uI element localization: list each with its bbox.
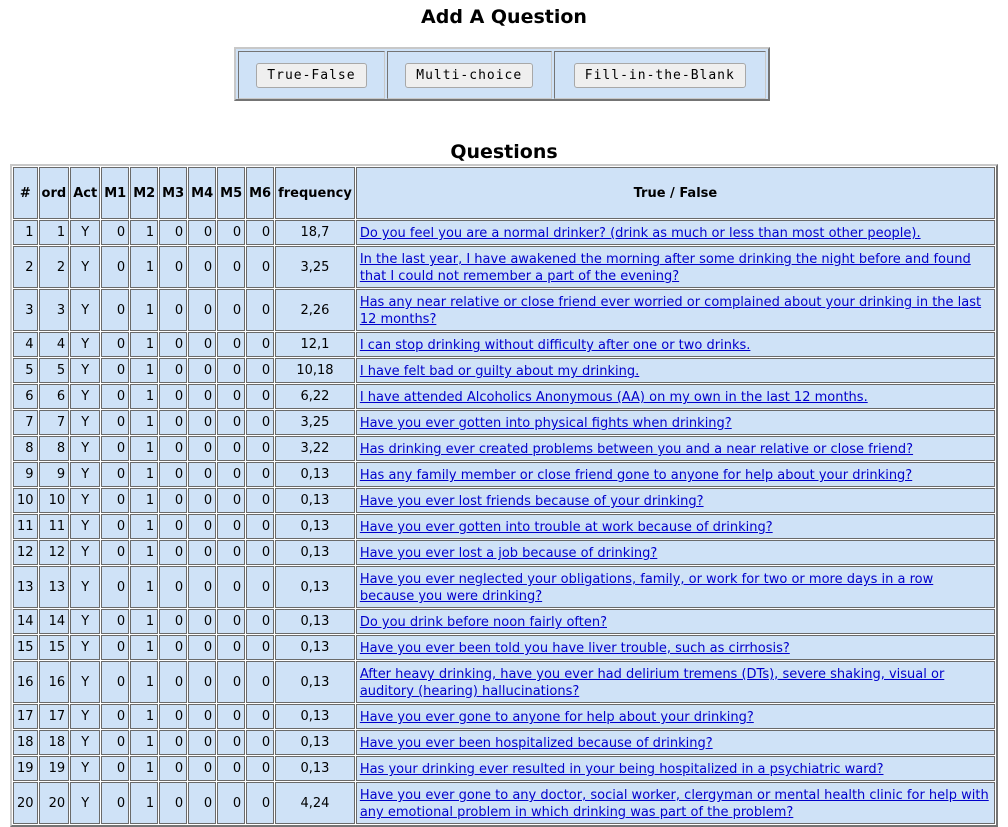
row-m1: 0 [101,488,129,513]
row-order: 3 [39,289,70,331]
row-active: Y [70,462,100,487]
row-m3: 0 [159,436,187,461]
row-m2: 1 [130,384,158,409]
row-m1: 0 [101,332,129,357]
row-m4: 0 [188,332,216,357]
row-frequency: 3,22 [275,436,355,461]
question-type-toolbar [234,47,770,101]
row-frequency: 3,25 [275,410,355,435]
row-m4: 0 [188,246,216,288]
row-m3: 0 [159,566,187,608]
row-m4: 0 [188,488,216,513]
row-m5: 0 [217,246,245,288]
row-active: Y [70,782,100,824]
question-cell [356,635,995,660]
row-number: 6 [13,384,38,409]
row-m5: 0 [217,514,245,539]
row-m3: 0 [159,488,187,513]
row-active: Y [70,289,100,331]
row-m1: 0 [101,782,129,824]
row-order: 9 [39,462,70,487]
row-m6: 0 [246,566,274,608]
question-cell [356,358,995,383]
table-row [13,635,995,660]
question-link[interactable]: In the last year, I have awakened the morning after some drinking the night before and found that I could not remember a part of the evening? [359,252,971,284]
question-link[interactable]: Have you ever lost a job because of drinking? [359,546,658,561]
row-active: Y [70,220,100,245]
question-link[interactable]: Have you ever gotten into trouble at work because of drinking? [359,520,773,535]
question-cell [356,782,995,824]
row-number: 14 [13,609,38,634]
row-number: 9 [13,462,38,487]
question-cell [356,384,995,409]
row-m5: 0 [217,462,245,487]
row-active: Y [70,756,100,781]
question-link[interactable]: I can stop drinking without difficulty after one or two drinks. [359,338,751,353]
fill-in-the-blank-button[interactable]: Fill-in-the-Blank [574,63,746,88]
row-order: 7 [39,410,70,435]
row-m3: 0 [159,220,187,245]
row-m5: 0 [217,635,245,660]
row-m6: 0 [246,246,274,288]
column-header: M3 [159,167,187,219]
row-m3: 0 [159,635,187,660]
row-m1: 0 [101,220,129,245]
question-cell [356,514,995,539]
row-m5: 0 [217,661,245,703]
row-m6: 0 [246,730,274,755]
row-m4: 0 [188,289,216,331]
row-m6: 0 [246,488,274,513]
row-m3: 0 [159,462,187,487]
column-header: frequency [275,167,355,219]
row-active: Y [70,410,100,435]
row-m4: 0 [188,661,216,703]
row-number: 3 [13,289,38,331]
question-link[interactable]: I have felt bad or guilty about my drinking. [359,364,640,379]
row-m6: 0 [246,661,274,703]
row-m2: 1 [130,635,158,660]
row-m1: 0 [101,462,129,487]
row-m6: 0 [246,609,274,634]
row-m2: 1 [130,436,158,461]
row-m4: 0 [188,566,216,608]
question-link[interactable]: Has your drinking ever resulted in your being hospitalized in a psychiatric ward? [359,762,884,777]
row-m4: 0 [188,540,216,565]
row-m4: 0 [188,384,216,409]
question-link[interactable]: Do you feel you are a normal drinker? (drink as much or less than most other people). [359,226,921,241]
row-number: 4 [13,332,38,357]
row-number: 13 [13,566,38,608]
row-number: 5 [13,358,38,383]
row-active: Y [70,661,100,703]
row-number: 17 [13,704,38,729]
question-cell [356,730,995,755]
row-m3: 0 [159,609,187,634]
row-m5: 0 [217,332,245,357]
table-row [13,220,995,245]
row-m3: 0 [159,332,187,357]
row-m6: 0 [246,540,274,565]
row-frequency: 18,7 [275,220,355,245]
row-order: 13 [39,566,70,608]
row-active: Y [70,609,100,634]
row-m6: 0 [246,384,274,409]
table-row [13,782,995,824]
multi-choice-button[interactable]: Multi-choice [405,63,533,88]
table-row [13,246,995,288]
table-row [13,289,995,331]
row-m3: 0 [159,782,187,824]
column-header: M5 [217,167,245,219]
row-m1: 0 [101,410,129,435]
question-link[interactable]: Do you drink before noon fairly often? [359,615,607,630]
question-cell [356,756,995,781]
row-m5: 0 [217,566,245,608]
table-row [13,384,995,409]
row-m2: 1 [130,410,158,435]
row-frequency: 2,26 [275,289,355,331]
question-cell [356,704,995,729]
row-m2: 1 [130,220,158,245]
column-header: M2 [130,167,158,219]
question-cell [356,436,995,461]
row-number: 10 [13,488,38,513]
row-order: 2 [39,246,70,288]
row-number: 16 [13,661,38,703]
row-frequency: 0,13 [275,462,355,487]
row-m1: 0 [101,514,129,539]
row-m3: 0 [159,384,187,409]
row-m6: 0 [246,782,274,824]
table-row [13,540,995,565]
row-m2: 1 [130,246,158,288]
row-active: Y [70,635,100,660]
row-m5: 0 [217,540,245,565]
questions-title: Questions [450,141,558,163]
row-order: 4 [39,332,70,357]
row-order: 20 [39,782,70,824]
table-row [13,756,995,781]
question-cell [356,609,995,634]
row-m6: 0 [246,635,274,660]
row-order: 19 [39,756,70,781]
question-link[interactable]: I have attended Alcoholics Anonymous (AA) on my own in the last 12 months. [359,390,868,405]
question-link[interactable]: Has any near relative or close friend ever worried or complained about your drinking in the last 12 months? [359,295,982,327]
row-active: Y [70,358,100,383]
question-cell [356,462,995,487]
row-frequency: 6,22 [275,384,355,409]
row-order: 11 [39,514,70,539]
table-header-row [13,167,995,219]
row-order: 10 [39,488,70,513]
row-m6: 0 [246,358,274,383]
row-m6: 0 [246,332,274,357]
row-m5: 0 [217,384,245,409]
row-m1: 0 [101,730,129,755]
row-m5: 0 [217,410,245,435]
row-m6: 0 [246,462,274,487]
row-m6: 0 [246,756,274,781]
row-m2: 1 [130,332,158,357]
row-number: 18 [13,730,38,755]
row-m4: 0 [188,462,216,487]
row-m2: 1 [130,462,158,487]
row-m4: 0 [188,635,216,660]
row-frequency: 0,13 [275,609,355,634]
row-m4: 0 [188,436,216,461]
row-m5: 0 [217,488,245,513]
column-header: M1 [101,167,129,219]
row-m1: 0 [101,289,129,331]
table-row [13,436,995,461]
column-header: True / False [356,167,995,219]
row-m1: 0 [101,358,129,383]
add-question-title: Add A Question [421,6,587,28]
row-m3: 0 [159,756,187,781]
question-link[interactable]: Have you ever lost friends because of your drinking? [359,494,704,509]
row-m2: 1 [130,514,158,539]
row-m4: 0 [188,730,216,755]
table-row [13,462,995,487]
row-order: 1 [39,220,70,245]
question-cell [356,566,995,608]
row-frequency: 0,13 [275,661,355,703]
row-m1: 0 [101,609,129,634]
row-frequency: 0,13 [275,566,355,608]
row-active: Y [70,246,100,288]
table-row [13,704,995,729]
table-row [13,332,995,357]
row-frequency: 0,13 [275,514,355,539]
row-m4: 0 [188,358,216,383]
row-frequency: 10,18 [275,358,355,383]
row-frequency: 0,13 [275,635,355,660]
row-order: 14 [39,609,70,634]
row-m3: 0 [159,289,187,331]
row-order: 5 [39,358,70,383]
multi-choice-cell [387,51,552,99]
question-cell [356,220,995,245]
row-number: 12 [13,540,38,565]
question-cell [356,289,995,331]
table-row [13,730,995,755]
row-m6: 0 [246,289,274,331]
row-frequency: 4,24 [275,782,355,824]
row-m2: 1 [130,289,158,331]
row-order: 6 [39,384,70,409]
question-cell [356,410,995,435]
table-row [13,514,995,539]
row-m2: 1 [130,756,158,781]
row-m4: 0 [188,514,216,539]
row-m2: 1 [130,566,158,608]
row-m5: 0 [217,704,245,729]
row-number: 1 [13,220,38,245]
row-m1: 0 [101,566,129,608]
row-number: 7 [13,410,38,435]
row-number: 8 [13,436,38,461]
question-link[interactable]: Has any family member or close friend gone to anyone for help about your drinking? [359,468,913,483]
row-m5: 0 [217,436,245,461]
row-m1: 0 [101,635,129,660]
row-active: Y [70,566,100,608]
row-m1: 0 [101,661,129,703]
row-active: Y [70,704,100,729]
row-m5: 0 [217,358,245,383]
row-m4: 0 [188,704,216,729]
column-header: M6 [246,167,274,219]
row-m3: 0 [159,704,187,729]
question-link[interactable]: Have you ever been hospitalized because of drinking? [359,736,713,751]
row-m5: 0 [217,782,245,824]
row-m4: 0 [188,220,216,245]
row-m3: 0 [159,358,187,383]
row-m2: 1 [130,782,158,824]
row-m6: 0 [246,704,274,729]
row-order: 12 [39,540,70,565]
row-number: 11 [13,514,38,539]
row-active: Y [70,488,100,513]
row-m6: 0 [246,220,274,245]
row-m5: 0 [217,609,245,634]
row-m3: 0 [159,661,187,703]
row-active: Y [70,332,100,357]
row-m3: 0 [159,730,187,755]
row-m4: 0 [188,609,216,634]
row-frequency: 3,25 [275,246,355,288]
row-m2: 1 [130,704,158,729]
question-link[interactable]: Have you ever neglected your obligations, family, or work for two or more days in a row because you were drinking? [359,572,934,604]
question-cell [356,332,995,357]
column-header: Act [70,167,100,219]
row-number: 2 [13,246,38,288]
row-m3: 0 [159,410,187,435]
row-frequency: 0,13 [275,756,355,781]
row-number: 20 [13,782,38,824]
question-link[interactable]: Have you ever been told you have liver trouble, such as cirrhosis? [359,641,790,656]
row-m1: 0 [101,246,129,288]
table-row [13,410,995,435]
row-m6: 0 [246,410,274,435]
column-header: ord [39,167,70,219]
question-link[interactable]: Have you ever gone to any doctor, social worker, clergyman or mental health clinic for help with any emotional problem in which drinking was part of the problem? [359,788,989,820]
row-m2: 1 [130,540,158,565]
row-active: Y [70,384,100,409]
row-number: 15 [13,635,38,660]
row-m3: 0 [159,246,187,288]
row-m5: 0 [217,730,245,755]
row-frequency: 0,13 [275,488,355,513]
row-active: Y [70,540,100,565]
row-m1: 0 [101,540,129,565]
question-cell [356,246,995,288]
row-order: 15 [39,635,70,660]
row-order: 16 [39,661,70,703]
row-m5: 0 [217,756,245,781]
row-m2: 1 [130,609,158,634]
row-m6: 0 [246,514,274,539]
table-row [13,358,995,383]
row-m2: 1 [130,661,158,703]
row-active: Y [70,436,100,461]
true-false-cell [238,51,385,99]
question-link[interactable]: Have you ever gotten into physical fights when drinking? [359,416,732,431]
row-m4: 0 [188,756,216,781]
table-row [13,661,995,703]
row-m1: 0 [101,384,129,409]
row-m3: 0 [159,514,187,539]
true-false-button[interactable]: True-False [256,63,366,88]
question-cell [356,488,995,513]
row-m1: 0 [101,436,129,461]
row-m2: 1 [130,358,158,383]
row-frequency: 0,13 [275,704,355,729]
table-row [13,488,995,513]
row-m5: 0 [217,220,245,245]
row-frequency: 0,13 [275,730,355,755]
column-header: # [13,167,38,219]
row-frequency: 0,13 [275,540,355,565]
fill-blank-cell [554,51,766,99]
row-order: 18 [39,730,70,755]
row-frequency: 12,1 [275,332,355,357]
question-link[interactable]: Has drinking ever created problems between you and a near relative or close friend? [359,442,914,457]
row-m4: 0 [188,782,216,824]
row-order: 17 [39,704,70,729]
row-m2: 1 [130,730,158,755]
row-order: 8 [39,436,70,461]
question-link[interactable]: Have you ever gone to anyone for help about your drinking? [359,710,754,725]
table-row [13,609,995,634]
row-active: Y [70,514,100,539]
row-m5: 0 [217,289,245,331]
row-active: Y [70,730,100,755]
row-m6: 0 [246,436,274,461]
column-header: M4 [188,167,216,219]
question-link[interactable]: After heavy drinking, have you ever had delirium tremens (DTs), severe shaking, visual or auditory (hearing) hallucinations? [359,667,945,699]
row-m1: 0 [101,704,129,729]
question-cell [356,540,995,565]
row-m4: 0 [188,410,216,435]
row-m2: 1 [130,488,158,513]
row-number: 19 [13,756,38,781]
row-m3: 0 [159,540,187,565]
row-m1: 0 [101,756,129,781]
table-row [13,566,995,608]
question-cell [356,661,995,703]
questions-table [10,164,998,827]
